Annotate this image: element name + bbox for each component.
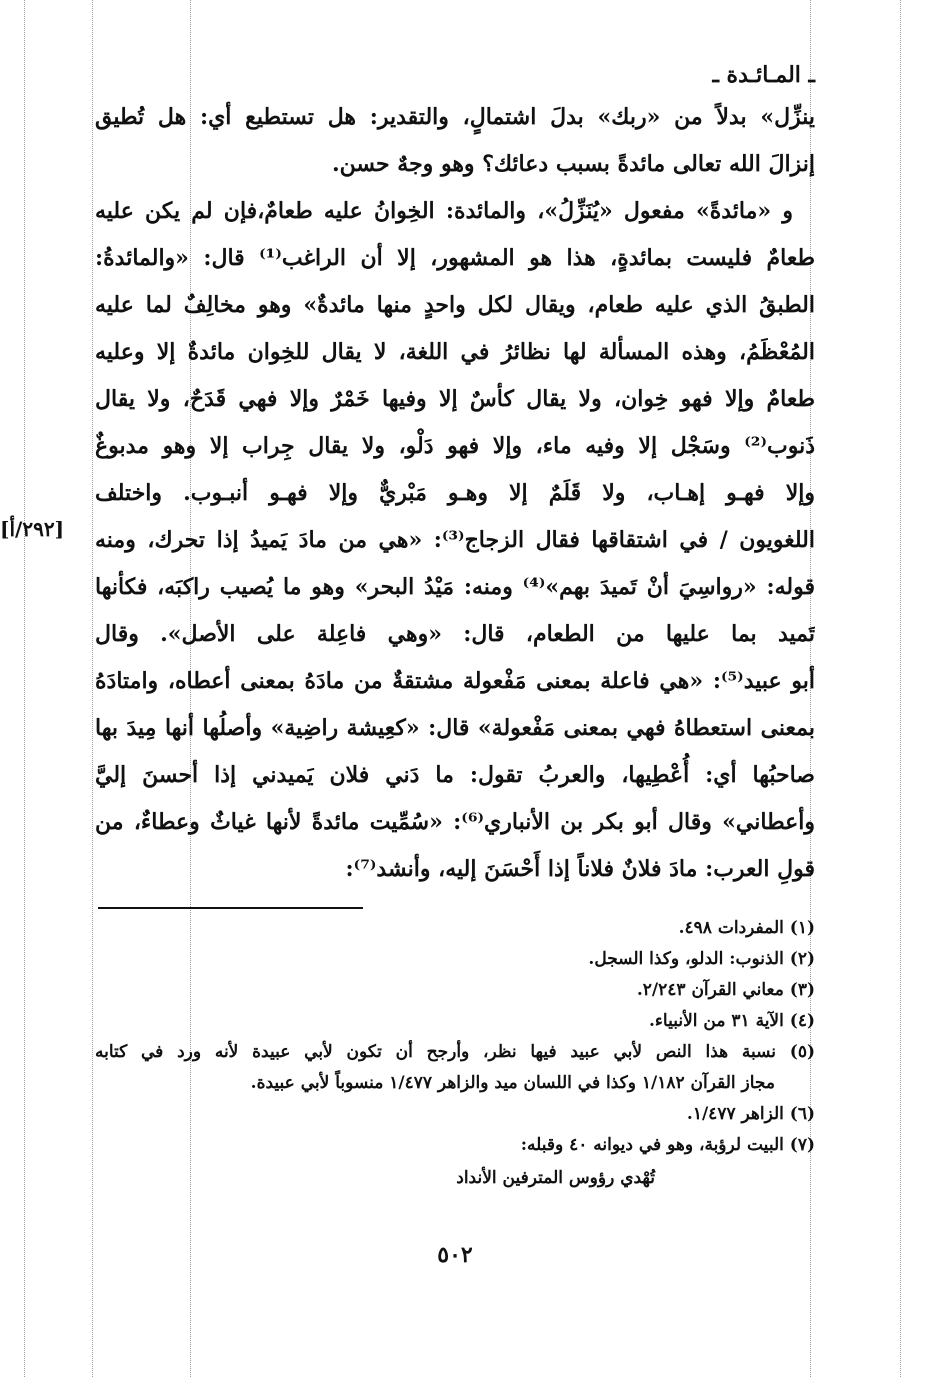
footnote: (٤) الآية ٣١ من الأنبياء.	[649, 1011, 815, 1031]
body-line: و «مائدةً» مفعول «يُنَزِّلُ»، والمائدة: الخِوانُ عليه طعامٌ،فإن لم يكن عليه	[95, 198, 793, 224]
poetry-verse: تُهْدي رؤوس المترفين الأنداد	[456, 1168, 655, 1188]
body-line: قوله: «رواسِيَ أنْ تَميدَ بهم»⁽⁴⁾ ومنه: مَيْدُ البحر» وهو ما يُصيب راكبَه، فكأنها	[95, 574, 815, 600]
footnote	[95, 1037, 815, 1099]
body-line: طعامٌ فليست بمائدةٍ، هذا هو المشهور، إلا أن الراغب⁽¹⁾ قال: «والمائدةُ:	[95, 245, 815, 271]
body-line: بمعنى استعطاهُ فهي بمعنى مَفْعولة» قال: «كعِيشة راضِية» وأصلُها أنها مِيدَ بها	[95, 715, 815, 741]
body-text	[0, 94, 815, 893]
footnote: (١) المفردات ٤٩٨.	[678, 918, 815, 938]
body-line: إنزالَ الله تعالى مائدةً بسبب دعائك؟ وهو وجهٌ حسن.	[331, 151, 815, 177]
body-line: ينزِّل» بدلاً من «ربك» بدلَ اشتمالٍ، والتقدير: هل تستطيع أي: هل تُطيق	[95, 104, 815, 130]
footnote: (٢) الذنوب: الدلو، وكذا السجل.	[588, 949, 815, 969]
footnotes	[95, 913, 815, 1194]
footnote-continuation: مجاز القرآن ١/١٨٢ وكذا في اللسان ميد والزاهر ١/٤٧٧ منسوباً لأبي عبيدة.	[250, 1073, 775, 1093]
footnote: (٧) البيت لرؤبة، وهو في ديوانه ٤٠ وقبله:	[520, 1135, 815, 1155]
document-page	[0, 56, 815, 1356]
footnote: (٦) الزاهر ١/٤٧٧.	[686, 1104, 815, 1124]
running-header: ـ المـائـدة ـ	[712, 62, 815, 88]
margin-guide-text-left	[92, 0, 93, 1377]
margin-guide-left	[24, 0, 25, 1377]
body-line: وإلا فهـو إهـاب، ولا قَلَمٌ إلا وهـو مَبْريٌّ وإلا فهـو أنبـوب. واختلف	[95, 480, 815, 506]
body-line: صاحبُها أي: أُعْطِيها، والعربُ تقول: ما دَني فلان يَميدني إذا أحسنَ إليَّ	[95, 762, 815, 788]
body-line: ذَنوب⁽²⁾ وسَجْل إلا وفيه ماء، وإلا فهو دَلْو، ولا يقال جِراب إلا وهو مدبوغٌ	[95, 433, 815, 459]
margin-folio-note: [٢٩٢/أ]	[0, 517, 65, 541]
body-line: قولِ العرب: مادَ فلانٌ فلاناً إذا أَحْسَنَ إليه، وأنشد⁽⁷⁾:	[345, 856, 815, 882]
footnote-line: (٥) نسبة هذا النص لأبي عبيد فيها نظر، وأرجح أن تكون لأبي عبيدة لأنه ورد في كتابه	[95, 1042, 815, 1062]
body-line: طعامٌ وإلا فهو خِوان، ولا يقال كأسٌ إلا وفيها خَمْرٌ وإلا فهي قَدَحٌ، ولا يقال	[95, 386, 815, 412]
margin-guide-right	[900, 0, 901, 1377]
footnote: (٣) معاني القرآن ٢/٢٤٣.	[636, 980, 815, 1000]
body-line: وأعطاني» وقال أبو بكر بن الأنباري⁽⁶⁾: «سُمِّيت مائدةً لأنها غياثٌ وعطاءٌ، من	[95, 809, 815, 835]
page-number: ٥٠٢	[437, 1242, 473, 1268]
body-line: الطبقُ الذي عليه طعام، ويقال لكل واحدٍ منها مائدةٌ» وهو مخالِفٌ لما عليه	[95, 292, 815, 318]
body-line: المُعْظَمُ، وهذه المسألة لها نظائرُ في اللغة، لا يقال للخِوان مائدةٌ إلا وعليه	[95, 339, 815, 365]
footnote-separator	[98, 907, 363, 909]
body-line: أبو عبيد⁽⁵⁾: «هي فاعلة بمعنى مَفْعولة مشتقةٌ من مادَهُ بمعنى أعطاه، وامتادَهُ	[95, 668, 815, 694]
body-line: اللغويون / في اشتقاقها فقال الزجاج⁽³⁾: «هي من مادَ يَميدُ إذا تحرك، ومنه	[95, 527, 815, 553]
body-line: تَميد بما عليها من الطعام، قال: «وهي فاعِلة على الأصل». وقال	[95, 621, 815, 647]
